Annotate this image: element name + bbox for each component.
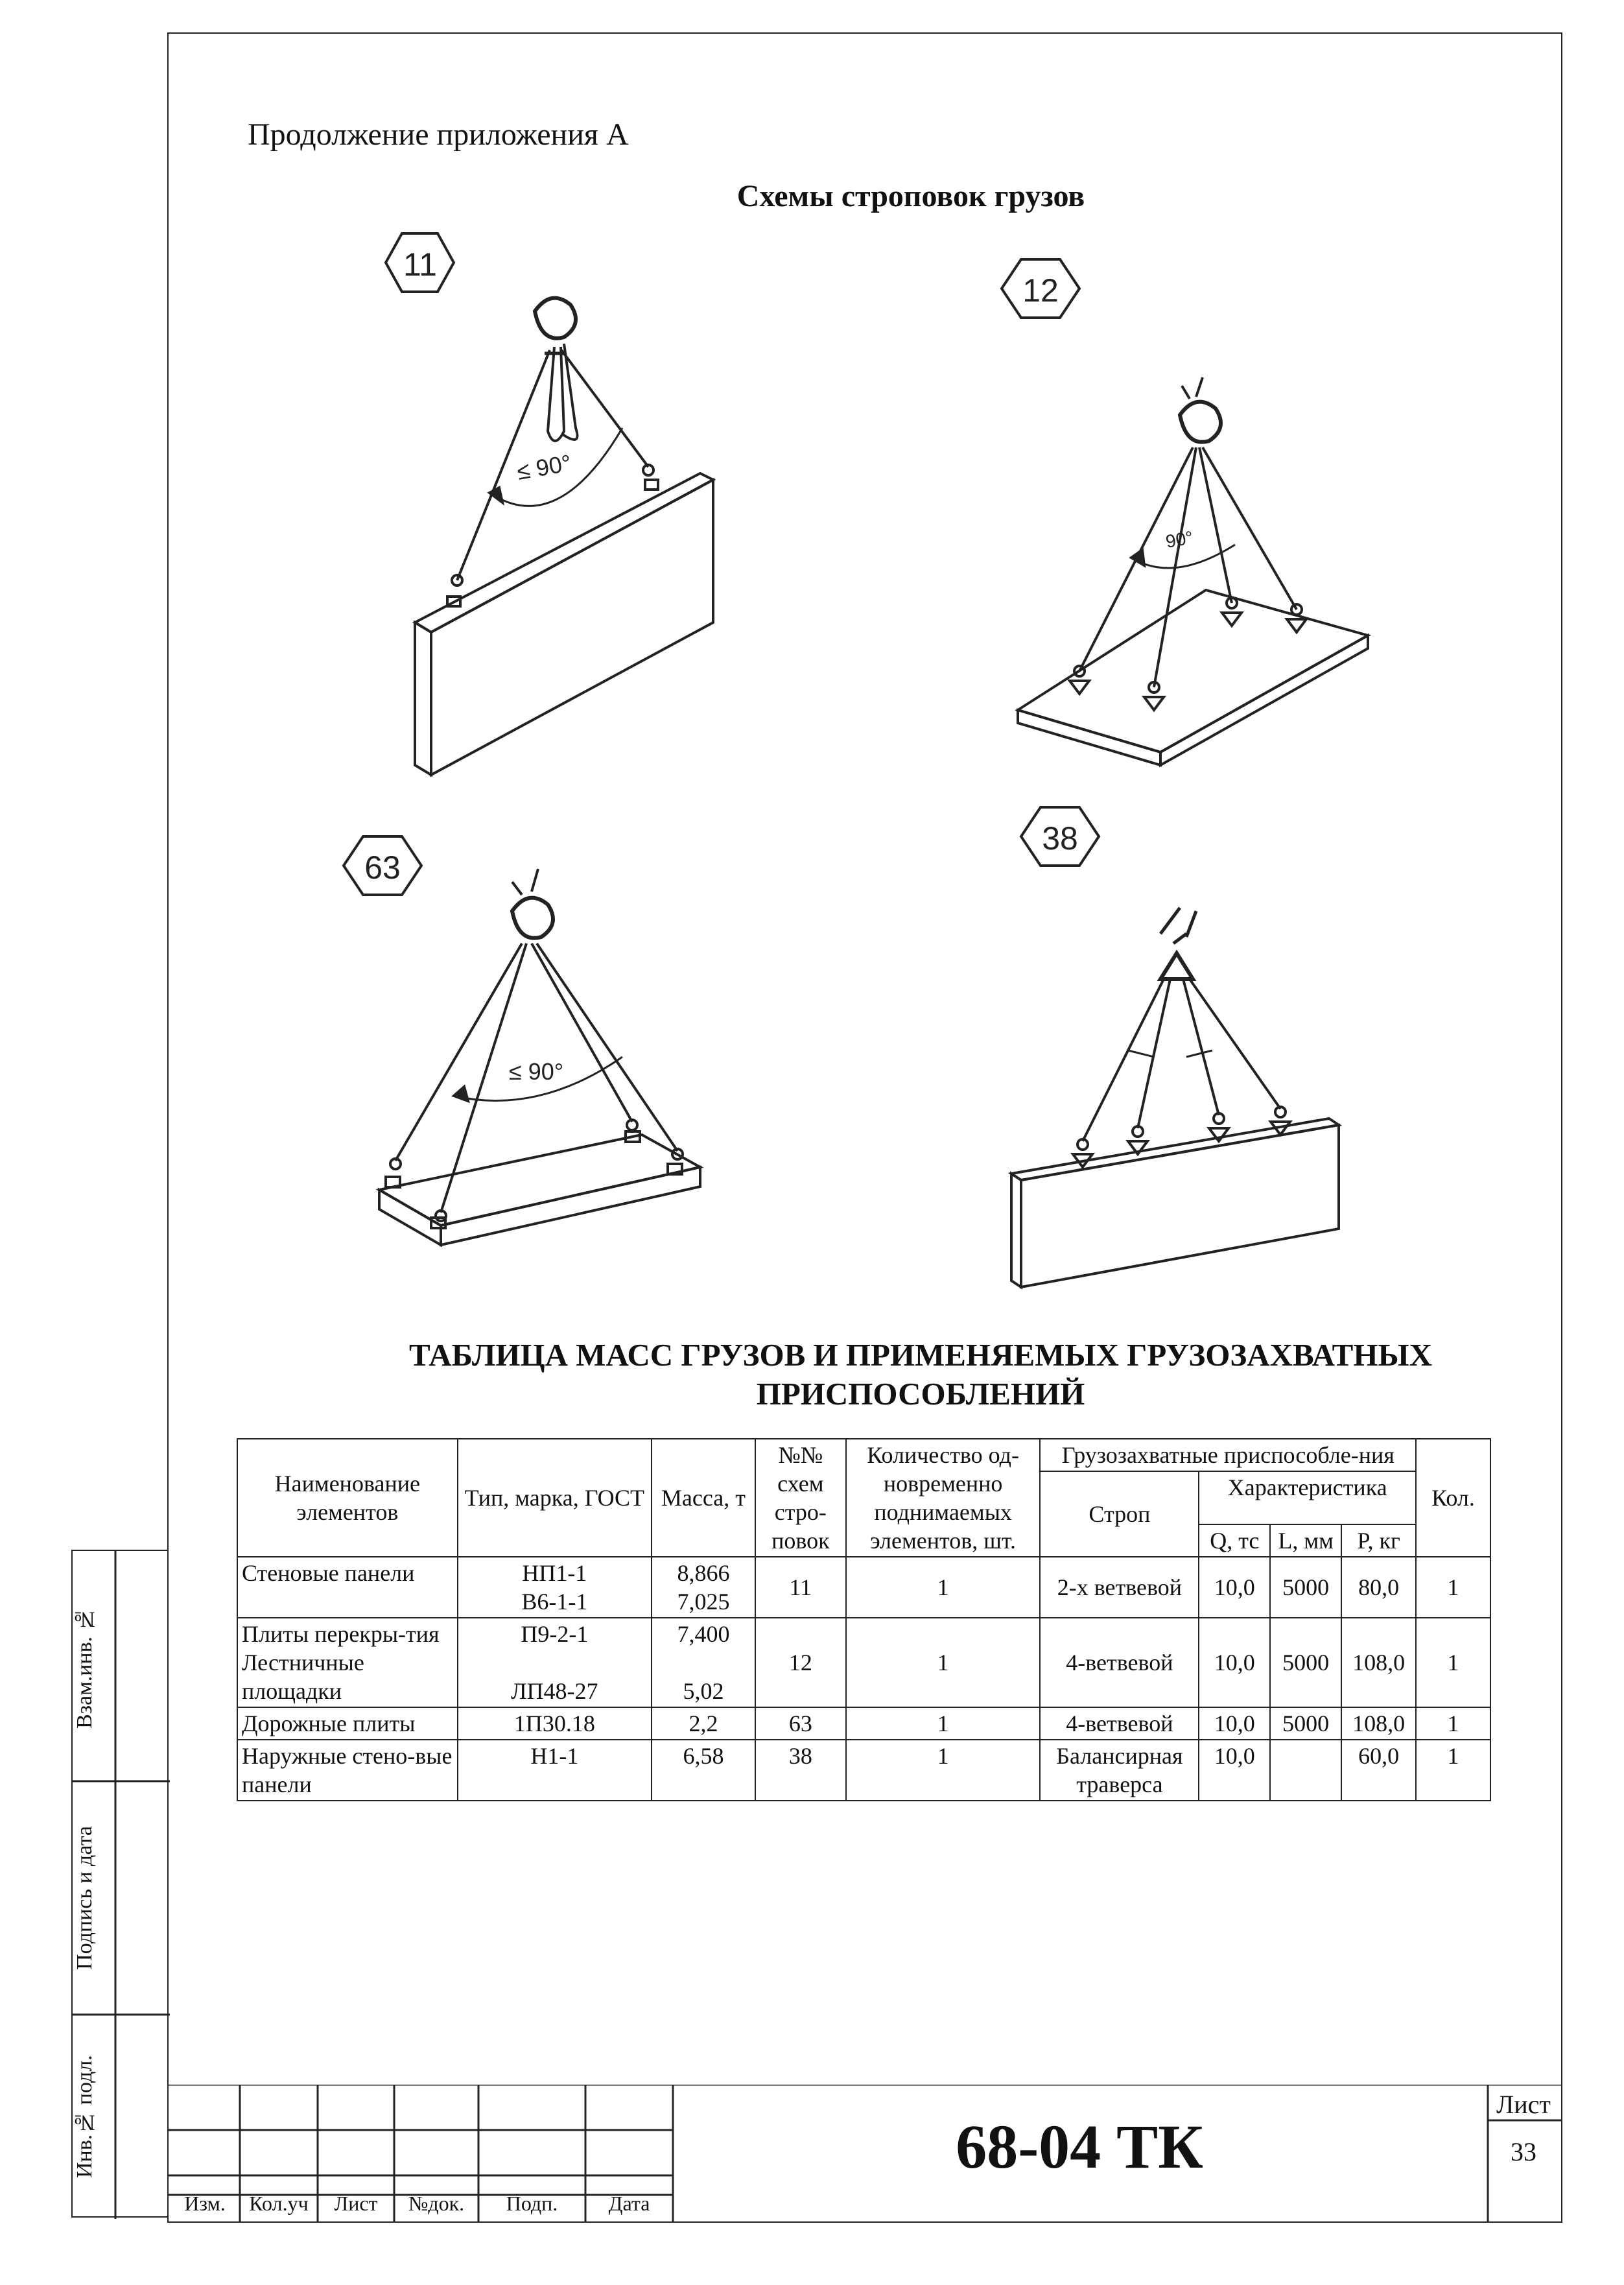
header-characteristic: Характеристика xyxy=(1199,1471,1416,1524)
stamp-col-qty: Кол.уч xyxy=(249,2192,309,2215)
cell-type: 1П30.18 xyxy=(458,1707,652,1740)
cell-p: 80,0 xyxy=(1341,1557,1416,1618)
header-schemes: №№ схем стро-повок xyxy=(755,1439,846,1557)
stamp-col-change: Изм. xyxy=(184,2192,226,2215)
header-count: Кол. xyxy=(1416,1439,1490,1557)
cell-scheme: 63 xyxy=(755,1707,846,1740)
cell-p: 60,0 xyxy=(1341,1740,1416,1801)
cell-name: Наружные стено-вые панели xyxy=(237,1740,458,1801)
cell-mass: 7,400 5,02 xyxy=(652,1618,755,1707)
scheme-12-number: 12 xyxy=(1022,272,1059,309)
cell-qty: 1 xyxy=(846,1740,1041,1801)
header-q: Q, тс xyxy=(1199,1524,1270,1557)
cell-qty: 1 xyxy=(846,1618,1041,1707)
cell-scheme: 38 xyxy=(755,1740,846,1801)
cargo-mass-table xyxy=(237,1438,1491,1801)
cell-p: 108,0 xyxy=(1341,1618,1416,1707)
cell-name: Стеновые панели xyxy=(237,1557,458,1618)
cell-scheme: 12 xyxy=(755,1618,846,1707)
header-mass: Масса, т xyxy=(652,1439,755,1557)
side-label-signature-date: Подпись и дата xyxy=(73,1826,97,1970)
scheme-12-figure xyxy=(1002,259,1368,765)
cell-type: НП1-1 В6-1-1 xyxy=(458,1557,652,1618)
scheme-38-figure xyxy=(1011,807,1339,1287)
scheme-63-figure xyxy=(344,836,700,1245)
cell-l: 5000 xyxy=(1270,1557,1341,1618)
scheme-38-number: 38 xyxy=(1042,820,1078,857)
stamp-col-signature: Подп. xyxy=(506,2192,558,2215)
header-l: L, мм xyxy=(1270,1524,1341,1557)
table-row xyxy=(237,1557,1490,1618)
cell-count: 1 xyxy=(1416,1707,1490,1740)
side-label-original-inv: Инв.№ подл. xyxy=(73,2055,97,2179)
cell-name: Дорожные плиты xyxy=(237,1707,458,1740)
table-row xyxy=(237,1618,1490,1707)
table-row xyxy=(237,1740,1490,1801)
cell-type: П9-2-1 ЛП48-27 xyxy=(458,1618,652,1707)
cell-count: 1 xyxy=(1416,1618,1490,1707)
header-devices: Грузозахватные приспособле-ния xyxy=(1040,1439,1416,1471)
side-label-replacement-inv: Взам.инв. № xyxy=(73,1607,97,1729)
scheme-11-number: 11 xyxy=(403,246,437,283)
cell-sling: Балансирная траверса xyxy=(1040,1740,1199,1801)
cell-p: 108,0 xyxy=(1341,1707,1416,1740)
cell-name: Плиты перекры-тия Лестничные площадки xyxy=(237,1618,458,1707)
header-name: Наименование элементов xyxy=(237,1439,458,1557)
cell-mass: 6,58 xyxy=(652,1740,755,1801)
table-title-line1: ТАБЛИЦА МАСС ГРУЗОВ И ПРИМЕНЯЕМЫХ ГРУЗОЗАХВАТНЫХ xyxy=(409,1337,1432,1373)
cell-q: 10,0 xyxy=(1199,1557,1270,1618)
scheme-63-number: 63 xyxy=(364,849,401,886)
table-title-line2: ПРИСПОСОБЛЕНИЙ xyxy=(756,1376,1085,1412)
cell-sling: 4-ветвевой xyxy=(1040,1707,1199,1740)
scheme-11-figure xyxy=(386,233,713,775)
stamp-col-docno: №док. xyxy=(408,2192,465,2215)
document-code: 68-04 ТК xyxy=(956,2112,1203,2181)
cell-scheme: 11 xyxy=(755,1557,846,1618)
cell-sling: 4-ветвевой xyxy=(1040,1618,1199,1707)
cell-sling: 2-х ветвевой xyxy=(1040,1557,1199,1618)
cell-count: 1 xyxy=(1416,1740,1490,1801)
scheme-12-angle: 90° xyxy=(1164,527,1195,552)
side-stamp xyxy=(71,1550,169,2218)
table-row xyxy=(237,1707,1490,1740)
cell-l: 5000 xyxy=(1270,1707,1341,1740)
cell-l: 5000 xyxy=(1270,1618,1341,1707)
table-header-row-1 xyxy=(237,1439,1490,1471)
sheet-label: Лист xyxy=(1496,2090,1551,2119)
schemes-title: Схемы строповок грузов xyxy=(736,179,1085,213)
stamp-col-date: Дата xyxy=(608,2192,650,2215)
cell-q: 10,0 xyxy=(1199,1740,1270,1801)
sheet-number: 33 xyxy=(1511,2137,1536,2166)
scheme-11-angle: ≤ 90° xyxy=(515,449,574,485)
scheme-63-angle: ≤ 90° xyxy=(509,1058,564,1085)
stamp-col-sheet: Лист xyxy=(334,2192,378,2215)
table-title xyxy=(363,1336,1478,1414)
header-quantity: Количество од-новременно поднимаемых элементов, шт. xyxy=(846,1439,1041,1557)
cell-q: 10,0 xyxy=(1199,1618,1270,1707)
header-sling: Строп xyxy=(1040,1471,1199,1557)
cell-mass: 8,866 7,025 xyxy=(652,1557,755,1618)
continuation-heading: Продолжение приложения А xyxy=(248,117,629,152)
cell-l xyxy=(1270,1740,1341,1801)
cell-type: Н1-1 xyxy=(458,1740,652,1801)
cell-count: 1 xyxy=(1416,1557,1490,1618)
cell-q: 10,0 xyxy=(1199,1707,1270,1740)
cell-qty: 1 xyxy=(846,1707,1041,1740)
cell-qty: 1 xyxy=(846,1557,1041,1618)
header-type: Тип, марка, ГОСТ xyxy=(458,1439,652,1557)
cell-mass: 2,2 xyxy=(652,1707,755,1740)
header-p: P, кг xyxy=(1341,1524,1416,1557)
